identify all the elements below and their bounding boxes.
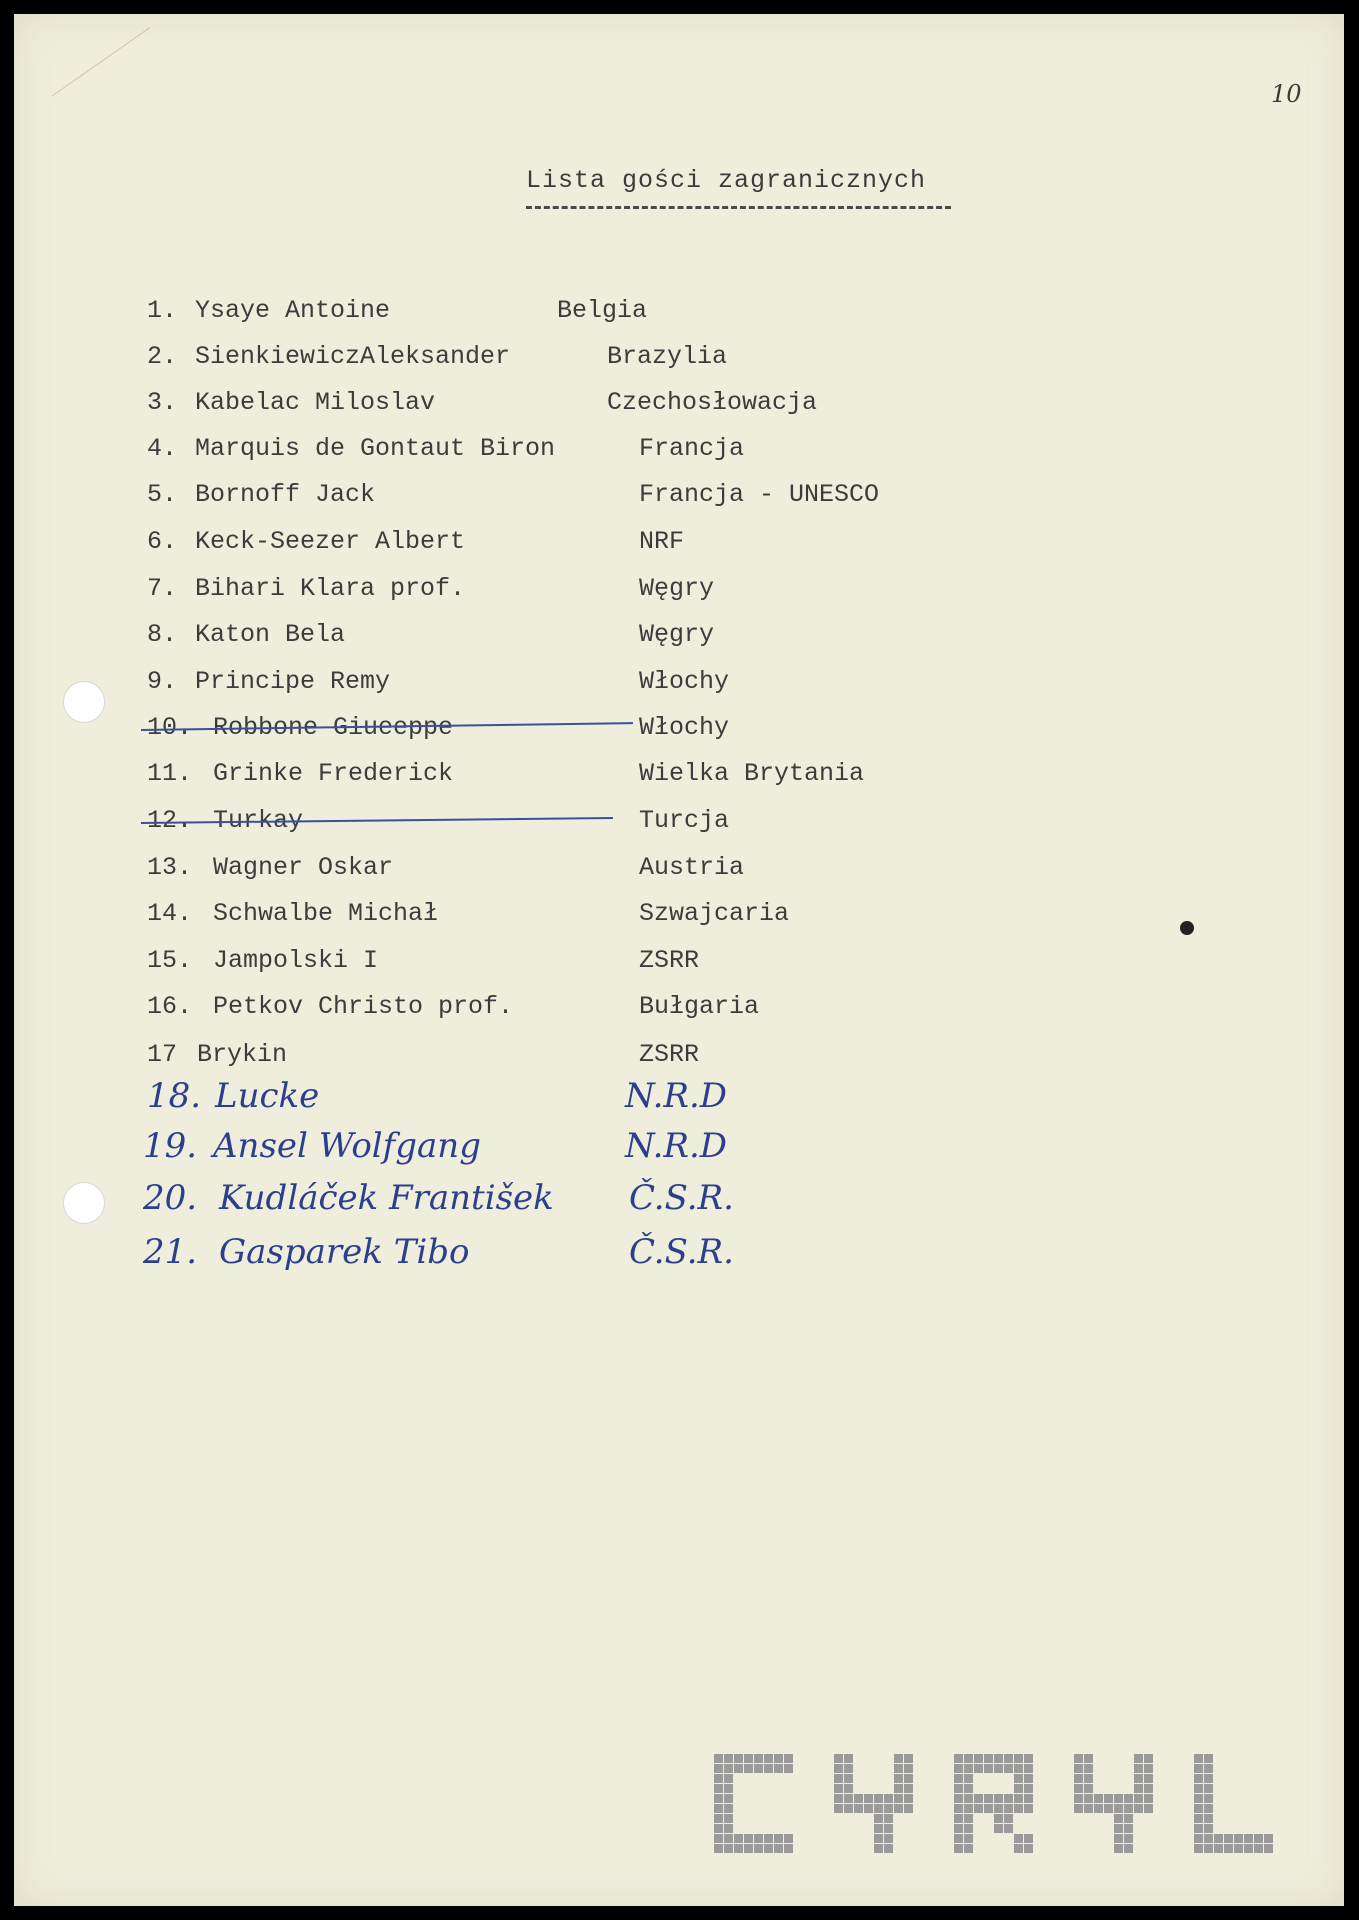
entry-name: Jampolski I	[213, 946, 379, 975]
logo-block	[764, 1834, 773, 1843]
logo-block	[1014, 1804, 1023, 1813]
logo-block	[1244, 1844, 1253, 1853]
logo-block	[1074, 1774, 1083, 1783]
logo-block	[1194, 1794, 1203, 1803]
logo-block	[844, 1794, 853, 1803]
logo-block	[734, 1754, 743, 1763]
logo-block	[834, 1804, 843, 1813]
entry-number: 14.	[147, 899, 193, 928]
entry-number: 19.	[143, 1126, 198, 1166]
logo-block	[1114, 1814, 1123, 1823]
logo-block	[994, 1794, 1003, 1803]
entry-country: Francja - UNESCO	[639, 480, 880, 509]
logo-block	[834, 1794, 843, 1803]
entry-name: Turkay	[213, 806, 304, 835]
logo-block	[834, 1764, 843, 1773]
logo-block	[974, 1764, 983, 1773]
logo-block	[1264, 1844, 1273, 1853]
logo-block	[1014, 1774, 1023, 1783]
logo-block	[1194, 1814, 1203, 1823]
logo-block	[1014, 1754, 1023, 1763]
logo-block	[1234, 1844, 1243, 1853]
logo-block	[1194, 1784, 1203, 1793]
logo-block	[874, 1824, 883, 1833]
entry-country: Szwajcaria	[639, 899, 790, 928]
entry-name: Marquis de Gontaut Biron	[195, 434, 556, 463]
logo-block	[874, 1814, 883, 1823]
entry-country: Węgry	[639, 574, 715, 603]
entry-country: Turcja	[639, 806, 730, 835]
logo-block	[1114, 1794, 1123, 1803]
logo-block	[994, 1754, 1003, 1763]
logo-block	[894, 1764, 903, 1773]
logo-block	[984, 1794, 993, 1803]
logo-block	[1134, 1754, 1143, 1763]
logo-block	[844, 1754, 853, 1763]
logo-block	[1014, 1834, 1023, 1843]
logo-block	[1144, 1784, 1153, 1793]
logo-block	[984, 1754, 993, 1763]
logo-block	[1024, 1764, 1033, 1773]
logo-block	[1074, 1794, 1083, 1803]
logo-block	[954, 1754, 963, 1763]
logo-block	[1264, 1834, 1273, 1843]
entry-name: Bihari Klara prof.	[195, 574, 466, 603]
logo-block	[1124, 1804, 1133, 1813]
logo-block	[874, 1804, 883, 1813]
logo-block	[964, 1764, 973, 1773]
logo-block	[1014, 1784, 1023, 1793]
logo-block	[724, 1774, 733, 1783]
logo-block	[1094, 1794, 1103, 1803]
logo-block	[1204, 1834, 1213, 1843]
logo-block	[724, 1844, 733, 1853]
logo-block	[844, 1774, 853, 1783]
logo-block	[844, 1784, 853, 1793]
logo-block	[774, 1754, 783, 1763]
paper-crease	[52, 27, 197, 162]
entry-number: 18.	[147, 1076, 202, 1116]
logo-block	[784, 1844, 793, 1853]
logo-block	[1094, 1804, 1103, 1813]
entry-number: 9.	[147, 667, 178, 696]
logo-block	[954, 1814, 963, 1823]
logo-block	[964, 1824, 973, 1833]
logo-block	[724, 1814, 733, 1823]
entry-number: 13.	[147, 853, 193, 882]
logo-block	[1074, 1764, 1083, 1773]
entry-number: 12.	[147, 806, 193, 835]
logo-block	[904, 1794, 913, 1803]
entry-name: Grinke Frederick	[213, 759, 454, 788]
logo-block	[864, 1804, 873, 1813]
entry-country: N.R.D	[625, 1076, 728, 1116]
logo-block	[1084, 1774, 1093, 1783]
entry-number: 21.	[143, 1232, 198, 1272]
entry-name: Principe Remy	[195, 667, 391, 696]
entry-number: 5.	[147, 480, 178, 509]
logo-block	[1104, 1794, 1113, 1803]
logo-block	[894, 1784, 903, 1793]
logo-block	[1194, 1834, 1203, 1843]
entry-name: Kudláček František	[219, 1178, 554, 1218]
logo-block	[954, 1804, 963, 1813]
entry-number: 11.	[147, 759, 193, 788]
entry-name: Ansel Wolfgang	[213, 1126, 481, 1166]
logo-block	[1204, 1844, 1213, 1853]
logo-block	[1134, 1804, 1143, 1813]
logo-block	[1124, 1824, 1133, 1833]
logo-block	[964, 1834, 973, 1843]
logo-block	[904, 1784, 913, 1793]
logo-block	[1124, 1834, 1133, 1843]
logo-block	[1004, 1804, 1013, 1813]
logo-block	[764, 1754, 773, 1763]
logo-block	[754, 1844, 763, 1853]
logo-block	[964, 1794, 973, 1803]
logo-block	[744, 1844, 753, 1853]
logo-block	[1204, 1754, 1213, 1763]
logo-block	[894, 1804, 903, 1813]
logo-block	[1114, 1834, 1123, 1843]
logo-block	[1254, 1844, 1263, 1853]
logo-block	[1204, 1824, 1213, 1833]
logo-block	[744, 1764, 753, 1773]
logo-block	[754, 1764, 763, 1773]
logo-block	[1114, 1804, 1123, 1813]
entry-number: 6.	[147, 527, 178, 556]
entry-number: 7.	[147, 574, 178, 603]
entry-number: 4.	[147, 434, 178, 463]
logo-block	[1204, 1804, 1213, 1813]
logo-block	[1084, 1804, 1093, 1813]
logo-block	[874, 1834, 883, 1843]
logo-block	[764, 1764, 773, 1773]
entry-name: Schwalbe Michał	[213, 899, 439, 928]
logo-block	[1214, 1844, 1223, 1853]
logo-block	[1024, 1754, 1033, 1763]
logo-block	[884, 1824, 893, 1833]
logo-block	[774, 1764, 783, 1773]
punch-hole	[63, 1182, 105, 1224]
entry-country: Č.S.R.	[629, 1178, 734, 1218]
logo-block	[714, 1754, 723, 1763]
logo-block	[724, 1804, 733, 1813]
logo-block	[1074, 1804, 1083, 1813]
logo-block	[964, 1814, 973, 1823]
logo-block	[1204, 1764, 1213, 1773]
entry-name: Brykin	[197, 1040, 288, 1069]
entry-number: 10.	[147, 713, 193, 742]
logo-block	[1114, 1844, 1123, 1853]
entry-name: Wagner Oskar	[213, 853, 394, 882]
logo-block	[754, 1834, 763, 1843]
logo-block	[724, 1754, 733, 1763]
logo-block	[1024, 1834, 1033, 1843]
logo-block	[1014, 1764, 1023, 1773]
entry-country: Węgry	[639, 620, 715, 649]
entry-country: Bułgaria	[639, 992, 760, 1021]
logo-block	[734, 1764, 743, 1773]
logo-block	[1194, 1824, 1203, 1833]
logo-block	[884, 1794, 893, 1803]
logo-block	[874, 1794, 883, 1803]
logo-block	[1204, 1784, 1213, 1793]
logo-block	[954, 1764, 963, 1773]
logo-block	[774, 1834, 783, 1843]
entry-country: Č.S.R.	[629, 1232, 734, 1272]
entry-name: Katon Bela	[195, 620, 346, 649]
logo-block	[1124, 1844, 1133, 1853]
logo-block	[1204, 1814, 1213, 1823]
logo-block	[954, 1784, 963, 1793]
logo-block	[864, 1794, 873, 1803]
logo-block	[724, 1824, 733, 1833]
logo-block	[834, 1774, 843, 1783]
logo-block	[1194, 1764, 1203, 1773]
logo-block	[974, 1754, 983, 1763]
logo-block	[724, 1764, 733, 1773]
entry-country: Włochy	[639, 713, 730, 742]
logo-block	[904, 1754, 913, 1763]
logo-block	[964, 1804, 973, 1813]
logo-block	[994, 1804, 1003, 1813]
ink-blot	[1180, 921, 1194, 935]
logo-block	[714, 1824, 723, 1833]
logo-block	[724, 1794, 733, 1803]
logo-block	[1024, 1774, 1033, 1783]
logo-block	[1074, 1754, 1083, 1763]
logo-block	[714, 1764, 723, 1773]
logo-block	[984, 1764, 993, 1773]
logo-block	[1004, 1754, 1013, 1763]
logo-block	[1144, 1754, 1153, 1763]
entry-number: 3.	[147, 388, 178, 417]
strike-line	[141, 817, 613, 824]
logo-block	[1144, 1774, 1153, 1783]
logo-block	[1194, 1804, 1203, 1813]
entry-country: N.R.D	[625, 1126, 728, 1166]
logo-block	[1024, 1794, 1033, 1803]
title-underline	[526, 206, 951, 209]
logo-block	[1194, 1844, 1203, 1853]
logo-block	[984, 1804, 993, 1813]
logo-block	[1144, 1804, 1153, 1813]
cyryl-watermark-logo	[714, 1754, 1324, 1858]
entry-country: Włochy	[639, 667, 730, 696]
entry-name: Keck-Seezer Albert	[195, 527, 466, 556]
logo-block	[1084, 1764, 1093, 1773]
logo-block	[1134, 1794, 1143, 1803]
logo-block	[844, 1804, 853, 1813]
entry-name: Robbone Giueeppe	[213, 713, 454, 742]
logo-block	[1234, 1834, 1243, 1843]
logo-block	[1224, 1834, 1233, 1843]
logo-block	[894, 1754, 903, 1763]
logo-block	[834, 1784, 843, 1793]
logo-block	[1134, 1774, 1143, 1783]
logo-block	[724, 1834, 733, 1843]
entry-name: Bornoff Jack	[195, 480, 376, 509]
logo-block	[1204, 1774, 1213, 1783]
entry-number: 17	[147, 1040, 178, 1069]
logo-block	[1124, 1794, 1133, 1803]
logo-block	[854, 1804, 863, 1813]
logo-block	[1014, 1844, 1023, 1853]
logo-block	[964, 1844, 973, 1853]
document-page	[14, 14, 1344, 1906]
entry-number: 16.	[147, 992, 193, 1021]
entry-number: 8.	[147, 620, 178, 649]
logo-block	[994, 1814, 1003, 1823]
entry-name: Ysaye Antoine	[195, 296, 391, 325]
logo-block	[1224, 1844, 1233, 1853]
entry-country: ZSRR	[639, 1040, 700, 1069]
entry-name: Petkov Christo prof.	[213, 992, 514, 1021]
logo-block	[744, 1834, 753, 1843]
logo-block	[1194, 1754, 1203, 1763]
logo-block	[894, 1794, 903, 1803]
logo-block	[714, 1784, 723, 1793]
logo-block	[784, 1754, 793, 1763]
logo-block	[734, 1834, 743, 1843]
logo-block	[874, 1844, 883, 1853]
logo-block	[964, 1774, 973, 1783]
logo-block	[954, 1794, 963, 1803]
logo-block	[974, 1804, 983, 1813]
logo-block	[1014, 1794, 1023, 1803]
logo-block	[964, 1784, 973, 1793]
logo-block	[1144, 1794, 1153, 1803]
logo-block	[754, 1754, 763, 1763]
entry-country: Wielka Brytania	[639, 759, 865, 788]
entry-name: Kabelac Miloslav	[195, 388, 436, 417]
document-title: Lista gości zagranicznych	[526, 166, 927, 195]
entry-number: 1.	[147, 296, 178, 325]
logo-block	[1134, 1784, 1143, 1793]
logo-block	[1124, 1814, 1133, 1823]
logo-block	[764, 1844, 773, 1853]
logo-block	[1004, 1824, 1013, 1833]
punch-hole	[63, 681, 105, 723]
entry-country: Belgia	[557, 296, 648, 325]
logo-block	[834, 1754, 843, 1763]
logo-block	[1114, 1824, 1123, 1833]
logo-block	[994, 1764, 1003, 1773]
logo-block	[1004, 1764, 1013, 1773]
logo-block	[714, 1794, 723, 1803]
logo-block	[1144, 1764, 1153, 1773]
logo-block	[714, 1804, 723, 1813]
logo-block	[1104, 1804, 1113, 1813]
logo-block	[884, 1804, 893, 1813]
logo-block	[1024, 1804, 1033, 1813]
logo-block	[774, 1844, 783, 1853]
logo-block	[1084, 1784, 1093, 1793]
entry-number: 2.	[147, 342, 178, 371]
logo-block	[954, 1824, 963, 1833]
logo-block	[714, 1774, 723, 1783]
entry-country: ZSRR	[639, 946, 700, 975]
entry-name: Lucke	[215, 1076, 320, 1116]
page-number: 10	[1271, 80, 1302, 108]
logo-block	[904, 1764, 913, 1773]
logo-block	[854, 1794, 863, 1803]
logo-block	[1004, 1794, 1013, 1803]
logo-block	[1204, 1794, 1213, 1803]
logo-block	[994, 1824, 1003, 1833]
logo-block	[954, 1774, 963, 1783]
logo-block	[1024, 1844, 1033, 1853]
logo-block	[1074, 1784, 1083, 1793]
logo-block	[1004, 1814, 1013, 1823]
entry-country: NRF	[639, 527, 685, 556]
logo-block	[954, 1844, 963, 1853]
logo-block	[1134, 1764, 1143, 1773]
logo-block	[1194, 1774, 1203, 1783]
logo-block	[1214, 1834, 1223, 1843]
logo-block	[784, 1834, 793, 1843]
logo-block	[714, 1814, 723, 1823]
logo-block	[734, 1844, 743, 1853]
entry-name: SienkiewiczAleksander	[195, 342, 511, 371]
logo-block	[884, 1834, 893, 1843]
entry-name: Gasparek Tibo	[219, 1232, 470, 1272]
logo-block	[784, 1764, 793, 1773]
entry-country: Francja	[639, 434, 745, 463]
logo-block	[1254, 1834, 1263, 1843]
logo-block	[1084, 1794, 1093, 1803]
entry-country: Brazylia	[607, 342, 728, 371]
entry-country: Austria	[639, 853, 745, 882]
logo-block	[954, 1834, 963, 1843]
logo-block	[964, 1754, 973, 1763]
logo-block	[744, 1754, 753, 1763]
logo-block	[844, 1764, 853, 1773]
entry-country: Czechosłowacja	[607, 388, 818, 417]
logo-block	[724, 1784, 733, 1793]
logo-block	[884, 1844, 893, 1853]
logo-block	[714, 1834, 723, 1843]
logo-block	[1244, 1834, 1253, 1843]
logo-block	[894, 1774, 903, 1783]
logo-block	[714, 1844, 723, 1853]
entry-number: 15.	[147, 946, 193, 975]
logo-block	[974, 1794, 983, 1803]
logo-block	[884, 1814, 893, 1823]
logo-block	[904, 1804, 913, 1813]
logo-block	[1024, 1784, 1033, 1793]
entry-number: 20.	[143, 1178, 198, 1218]
logo-block	[904, 1774, 913, 1783]
logo-block	[1084, 1754, 1093, 1763]
